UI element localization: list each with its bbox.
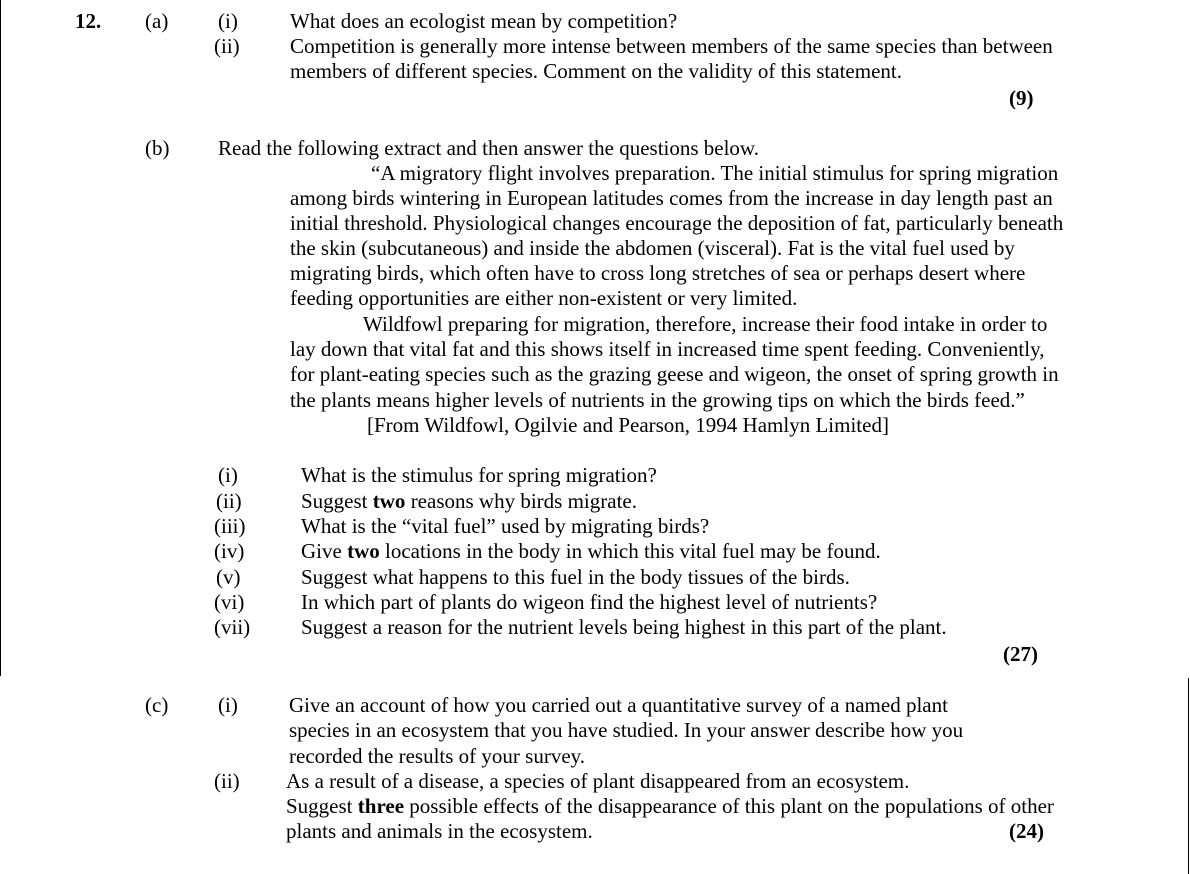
- part-a-marks: (9): [1009, 86, 1034, 110]
- extract-line-7: Wildfowl preparing for migration, therefore, increase their food intake in order to: [363, 312, 1048, 336]
- part-a-label: (a): [145, 9, 169, 33]
- part-b-vi-number: (vi): [214, 590, 245, 614]
- extract-line-2: among birds wintering in European latitudes comes from the increase in day length past an: [290, 186, 1053, 210]
- part-b-iv-text: Give two locations in the body in which this vital fuel may be found.: [301, 539, 881, 563]
- extract-line-5: migrating birds, which often have to cross long stretches of sea or perhaps desert where: [290, 261, 1026, 285]
- part-b-ii-number: (ii): [216, 489, 242, 513]
- part-c-ii-line-1: As a result of a disease, a species of plant disappeared from an ecosystem.: [286, 769, 910, 793]
- part-c-i-line-2: species in an ecosystem that you have studied. In your answer describe how you: [289, 718, 964, 742]
- part-c-i-line-3: recorded the results of your survey.: [289, 744, 586, 768]
- part-b-marks: (27): [1003, 642, 1038, 666]
- part-c-ii-number: (ii): [214, 769, 240, 793]
- part-c-marks: (24): [1009, 819, 1044, 843]
- extract-line-4: the skin (subcutaneous) and inside the abdomen (visceral). Fat is the vital fuel used by: [290, 236, 1015, 260]
- part-b-iv-number: (iv): [214, 539, 245, 563]
- right-border-line: [1188, 678, 1189, 874]
- part-b-ii-text: Suggest two reasons why birds migrate.: [301, 489, 637, 513]
- part-c-ii-line-2: Suggest three possible effects of the disappearance of this plant on the populations of other: [286, 794, 1054, 818]
- part-b-vi-text: In which part of plants do wigeon find the highest level of nutrients?: [301, 590, 878, 614]
- extract-line-8: lay down that vital fat and this shows itself in increased time spent feeding. Conveniently,: [290, 337, 1045, 361]
- part-b-i-text: What is the stimulus for spring migration?: [301, 463, 657, 487]
- question-number: 12.: [75, 9, 102, 33]
- extract-line-3: initial threshold. Physiological changes encourage the deposition of fat, particularly beneath: [290, 211, 1064, 235]
- part-b-iii-text: What is the “vital fuel” used by migrating birds?: [301, 514, 710, 538]
- part-a-ii-line-2: members of different species. Comment on the validity of this statement.: [290, 59, 902, 83]
- part-c-i-line-1: Give an account of how you carried out a quantitative survey of a named plant: [289, 693, 948, 717]
- extract-source: [From Wildfowl, Ogilvie and Pearson, 1994 Hamlyn Limited]: [367, 413, 889, 437]
- part-b-v-number: (v): [216, 565, 241, 589]
- part-b-v-text: Suggest what happens to this fuel in the body tissues of the birds.: [301, 565, 850, 589]
- part-b-iii-number: (iii): [214, 514, 246, 538]
- extract-line-10: the plants means higher levels of nutrients in the growing tips on which the birds feed.”: [290, 388, 1025, 412]
- extract-line-1: “A migratory flight involves preparation. The initial stimulus for spring migration: [371, 161, 1059, 185]
- part-b-intro: Read the following extract and then answer the questions below.: [218, 136, 759, 160]
- part-a-i-number: (i): [218, 9, 238, 33]
- part-a-i-text: What does an ecologist mean by competition?: [290, 9, 678, 33]
- left-border-line: [0, 0, 1, 676]
- part-c-ii-line-3: plants and animals in the ecosystem.: [286, 819, 593, 843]
- part-b-vii-text: Suggest a reason for the nutrient levels being highest in this part of the plant.: [301, 615, 947, 639]
- part-c-label: (c): [145, 693, 169, 717]
- part-a-ii-line-1: Competition is generally more intense between members of the same species than between: [290, 34, 1053, 58]
- part-b-vii-number: (vii): [214, 615, 251, 639]
- part-b-i-number: (i): [218, 463, 238, 487]
- part-a-ii-number: (ii): [214, 34, 240, 58]
- extract-line-9: for plant-eating species such as the grazing geese and wigeon, the onset of spring growth in: [290, 362, 1059, 386]
- part-b-label: (b): [145, 136, 170, 160]
- extract-line-6: feeding opportunities are either non-existent or very limited.: [290, 286, 798, 310]
- part-c-i-number: (i): [218, 693, 238, 717]
